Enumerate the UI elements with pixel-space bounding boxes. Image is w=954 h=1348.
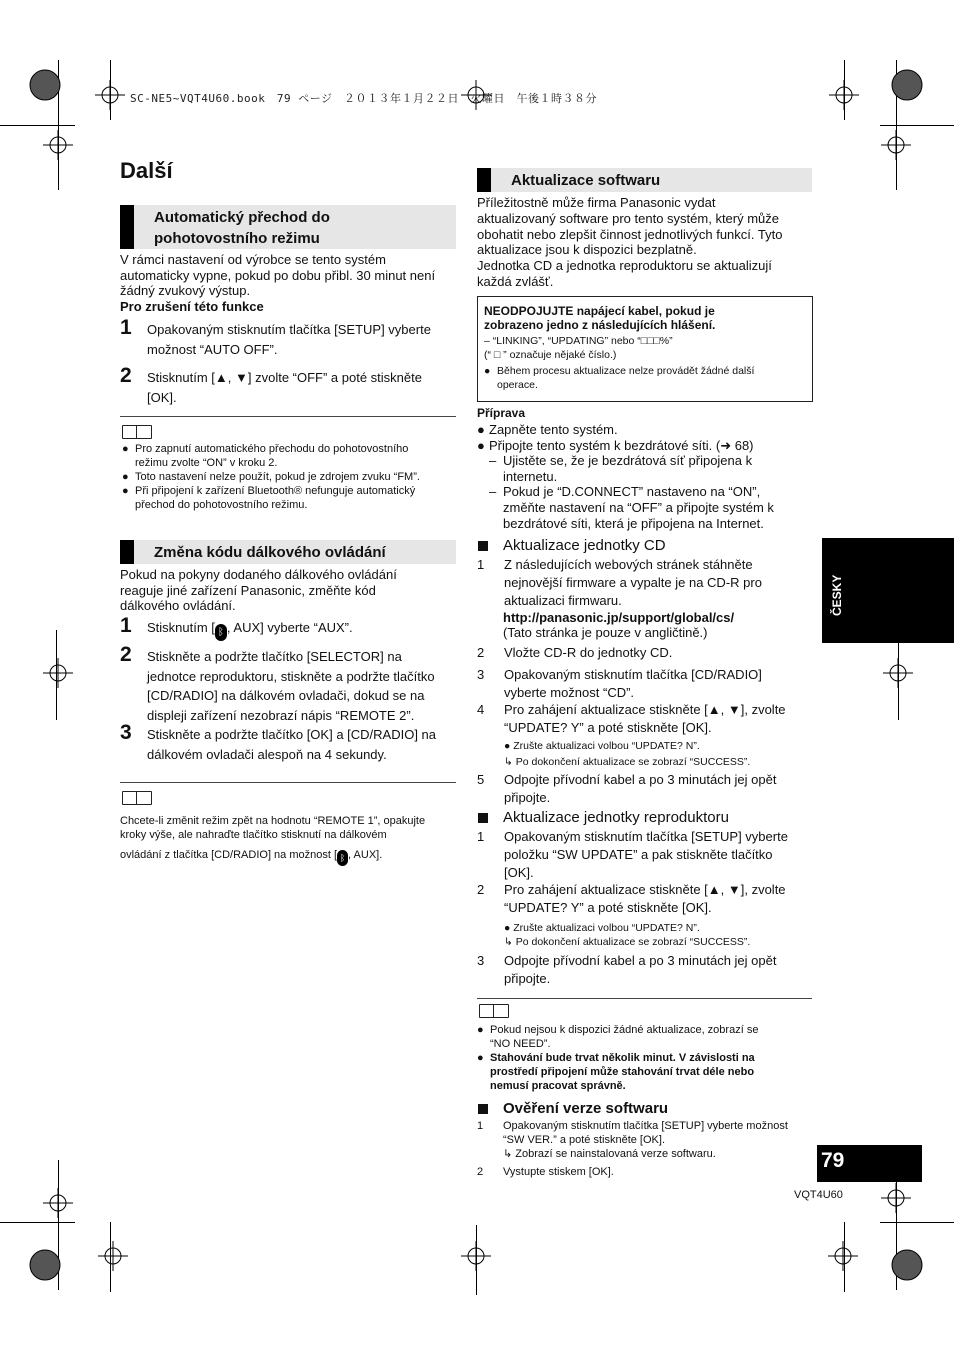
note-item: ● Při připojení k zařízení Bluetooth® nefunguje automatický přechod do pohotovostního režimu. <box>122 485 416 511</box>
url-note: (Tato stránka je pouze v angličtině.) <box>503 625 708 640</box>
cd-step-2: 2 Vložte CD-R do jednotky CD. <box>477 645 673 660</box>
page-title: Další <box>120 158 173 183</box>
sp-step-2: 2 Pro zahájení aktualizace stiskněte [▲, ▼], zvolte “UPDATE? Y” a poté stiskněte [OK]. <box>477 882 786 915</box>
cancel-label: Pro zrušení této funkce <box>120 299 264 314</box>
step-number: 3 <box>120 721 132 744</box>
divider <box>477 998 812 999</box>
section-heading-auto-standby: Automatický přechod do pohotovostního režimu <box>120 205 456 249</box>
page-number-box: 79 <box>817 1145 922 1182</box>
note-book-icon <box>122 791 152 805</box>
note-item: ● Toto nastavení nelze použít, pokud je zdrojem zvuku “FM”. <box>122 471 420 483</box>
square-bullet-icon <box>478 813 488 823</box>
cd-step-3: 3 Opakovaným stisknutím tlačítka [CD/RADIO] vyberte možnost “CD”. <box>477 667 762 700</box>
step-text: Stisknutím [▲, ▼] zvolte “OFF” a poté stiskněte [OK]. <box>147 370 422 405</box>
warning-box: NEODPOJUJTE napájecí kabel, pokud je zobrazeno jedno z následujících hlášení. – “LINKING”, “UPDATING” nebo “□□□%” (“ □ ” označuje nějaké číslo.) ● Během procesu aktualizace nelze provádět žádné další operace. <box>477 296 813 402</box>
cd-step-5: 5 Odpojte přívodní kabel a po 3 minutách jej opět připojte. <box>477 772 777 805</box>
step-number: 1 <box>120 614 132 637</box>
step-number: 2 <box>120 364 132 387</box>
step-text: Opakovaným stisknutím tlačítka [SETUP] vyberte možnost “AUTO OFF”. <box>147 322 431 357</box>
version-step-1: 1 Opakovaným stisknutím tlačítka [SETUP] vyberte možnost “SW VER.” a poté stiskněte [OK]. ↳ Zobrazí se nainstalovaná verze softwaru. <box>477 1120 788 1160</box>
bluetooth-icon: ᛒ <box>337 850 348 866</box>
language-tab: ČESKY <box>822 538 954 643</box>
cd-step-4-notes: ● Zrušte aktualizaci volbou “UPDATE? N”. ↳ Po dokončení aktualizace se zobrazí “SUCCESS”. <box>504 740 751 768</box>
divider <box>120 416 456 417</box>
step-text: Stisknutím [ ᛒ , AUX] vyberte “AUX”. <box>147 618 457 641</box>
remote-note: Chcete-li změnit režim zpět na hodnotu “REMOTE 1”, opakujte kroky výše, ale nahraďte tlačítko stisknutí na dálkovém ovládání z tlačítka [CD/RADIO] na možnost [ ᛒ , AUX]. <box>120 814 465 866</box>
note-book-icon <box>122 425 152 439</box>
step-number: 2 <box>120 643 132 666</box>
version-step-2: 2 Vystupte stiskem [OK]. <box>477 1166 614 1178</box>
doc-code: VQT4U60 <box>794 1189 843 1201</box>
cd-update-heading: Aktualizace jednotky CD <box>503 537 666 554</box>
update-note: ● Pokud nejsou k dispozici žádné aktualizace, zobrazí se “NO NEED”. <box>477 1024 759 1050</box>
divider <box>120 782 456 783</box>
sp-step-1: 1 Opakovaným stisknutím tlačítka [SETUP] vyberte položku “SW UPDATE” a pak stiskněte tlačítko [OK]. <box>477 829 788 880</box>
support-url-link[interactable]: http://panasonic.jp/support/global/cs/ <box>503 610 735 625</box>
update-intro: Příležitostně může firma Panasonic vydat aktualizovaný software pro tento systém, který může obohatit nebo zlepšit činnost jednotlivých funkcí. Tyto aktualizace jsou k dispozici bezplatně. Jednotka CD a jednotka reproduktoru se aktualizují každá zvlášť. <box>477 195 783 289</box>
square-bullet-icon <box>478 1104 488 1114</box>
step-text: Stiskněte a podržte tlačítko [OK] a [CD/RADIO] na dálkovém ovladači alespoň na 4 sekundy. <box>147 727 437 762</box>
note-item: ● Pro zapnutí automatického přechodu do pohotovostního režimu zvolte “ON” v kroku 2. <box>122 443 409 469</box>
sp-step-3: 3 Odpojte přívodní kabel a po 3 minutách jej opět připojte. <box>477 953 777 986</box>
cd-step-4: 4 Pro zahájení aktualizace stiskněte [▲, ▼], zvolte “UPDATE? Y” a poté stiskněte [OK]. <box>477 702 786 735</box>
sp-step-2-notes: ● Zrušte aktualizaci volbou “UPDATE? N”. ↳ Po dokončení aktualizace se zobrazí “SUCCESS”. <box>504 922 751 948</box>
section-heading-software-update: Aktualizace softwaru <box>477 168 812 192</box>
prep-list: ● Zapněte tento systém. ● Připojte tento systém k bezdrátové síti. (➜ 68) – Ujistěte se, že je bezdrátová síť připojena k internetu. – Pokud je “D.CONNECT” nastaveno na “ON”, změňte nastavení na “OFF” a připojte systém k bezdrátové síti, která je připojena na Internet. <box>477 422 774 531</box>
speaker-update-heading: Aktualizace jednotky reproduktoru <box>503 809 729 826</box>
version-check-heading: Ověření verze softwaru <box>503 1100 669 1117</box>
auto-standby-intro: V rámci nastavení od výrobce se tento systém automaticky vypne, pokud po dobu přibl. 30 minut není žádný zvukový výstup. <box>120 252 436 298</box>
section-heading-remote-code: Změna kódu dálkového ovládání <box>120 540 456 564</box>
bluetooth-icon: ᛒ <box>215 624 227 641</box>
print-header: SC-NE5~VQT4U60.book 79 ページ ２０１３年１月２２日 火曜日 午後１時３８分 <box>130 92 597 105</box>
step-number: 1 <box>120 316 132 339</box>
step-text: Stiskněte a podržte tlačítko [SELECTOR] na jednotce reproduktoru, stiskněte a podržte tlačítko [CD/RADIO] na dálkovém ovladači, dokud se na displeji zařízení nezobrazí nápis “REMOTE 2”. <box>147 649 435 723</box>
cd-step-1: 1 Z následujících webových stránek stáhněte nejnovější firmware a vypalte je na CD-R pro aktualizaci firmwaru. <box>477 557 762 608</box>
note-book-icon <box>479 1004 509 1018</box>
square-bullet-icon <box>478 541 488 551</box>
prep-label: Příprava <box>477 406 526 420</box>
remote-code-intro: Pokud na pokyny dodaného dálkového ovládání reaguje jiné zařízení Panasonic, změňte kód dálkového ovládání. <box>120 567 397 613</box>
update-note: ● Stahování bude trvat několik minut. V závislosti na prostředí připojení může stahování trvat déle nebo nemusí pracovat správně. <box>477 1052 755 1092</box>
